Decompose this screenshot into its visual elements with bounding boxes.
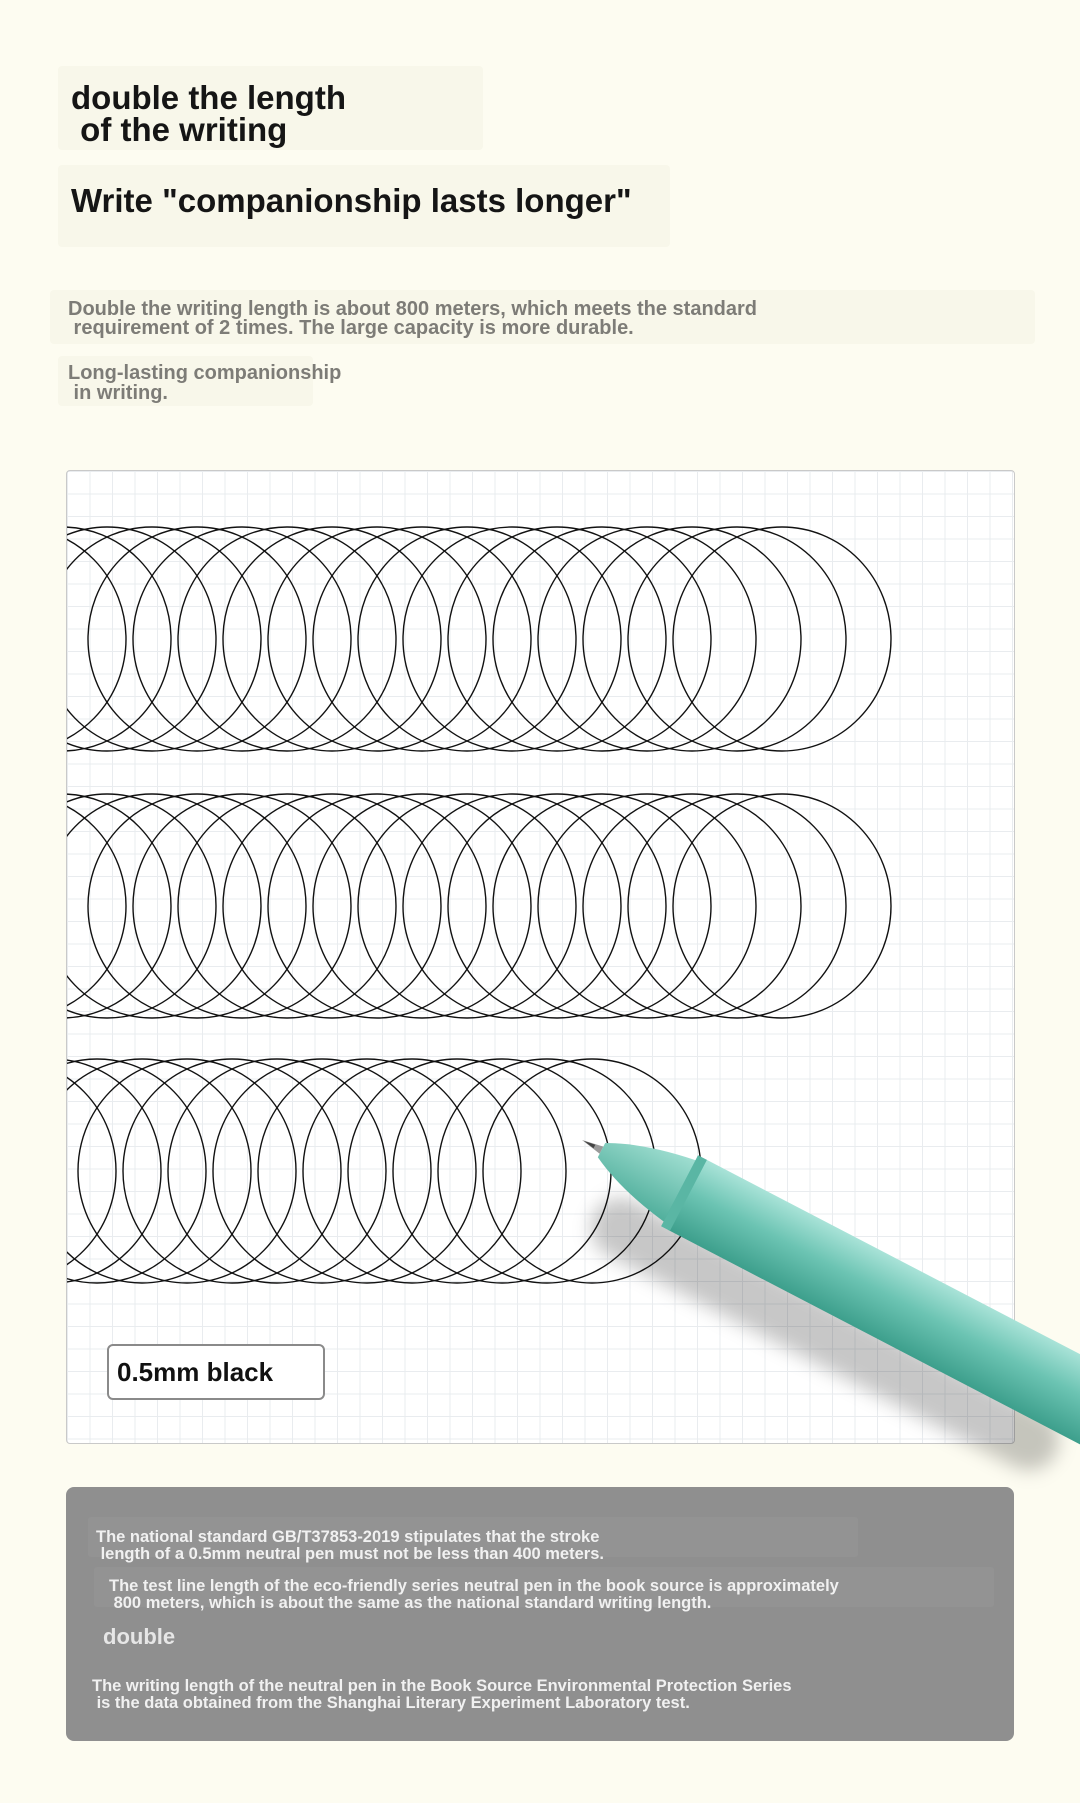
standard-text: The national standard GB/T37853-2019 stipulates that the stroke length of a 0.5mm neutral pen must not be less than 400 meters. bbox=[96, 1528, 604, 1563]
test-result-text: The test line length of the eco-friendly series neutral pen in the book source is approximately 800 meters, which is about the same as the national standard writing length. bbox=[109, 1577, 839, 1612]
test-source-text: The writing length of the neutral pen in the Book Source Environmental Protection Series is the data obtained from the Shanghai Literary Experiment Laboratory test. bbox=[92, 1677, 792, 1712]
page-title: double the length of the writing bbox=[71, 79, 346, 148]
ink-spec-label: 0.5mm black bbox=[107, 1344, 325, 1400]
double-label: double bbox=[103, 1624, 176, 1649]
page-subtitle: Write "companionship lasts longer" bbox=[71, 182, 632, 219]
info-box bbox=[66, 1487, 1014, 1741]
description-paragraph: Double the writing length is about 800 meters, which meets the standard requirement of 2 times. The large capacity is more durable. bbox=[68, 298, 758, 339]
tagline: Long-lasting companionship in writing. bbox=[68, 362, 342, 404]
